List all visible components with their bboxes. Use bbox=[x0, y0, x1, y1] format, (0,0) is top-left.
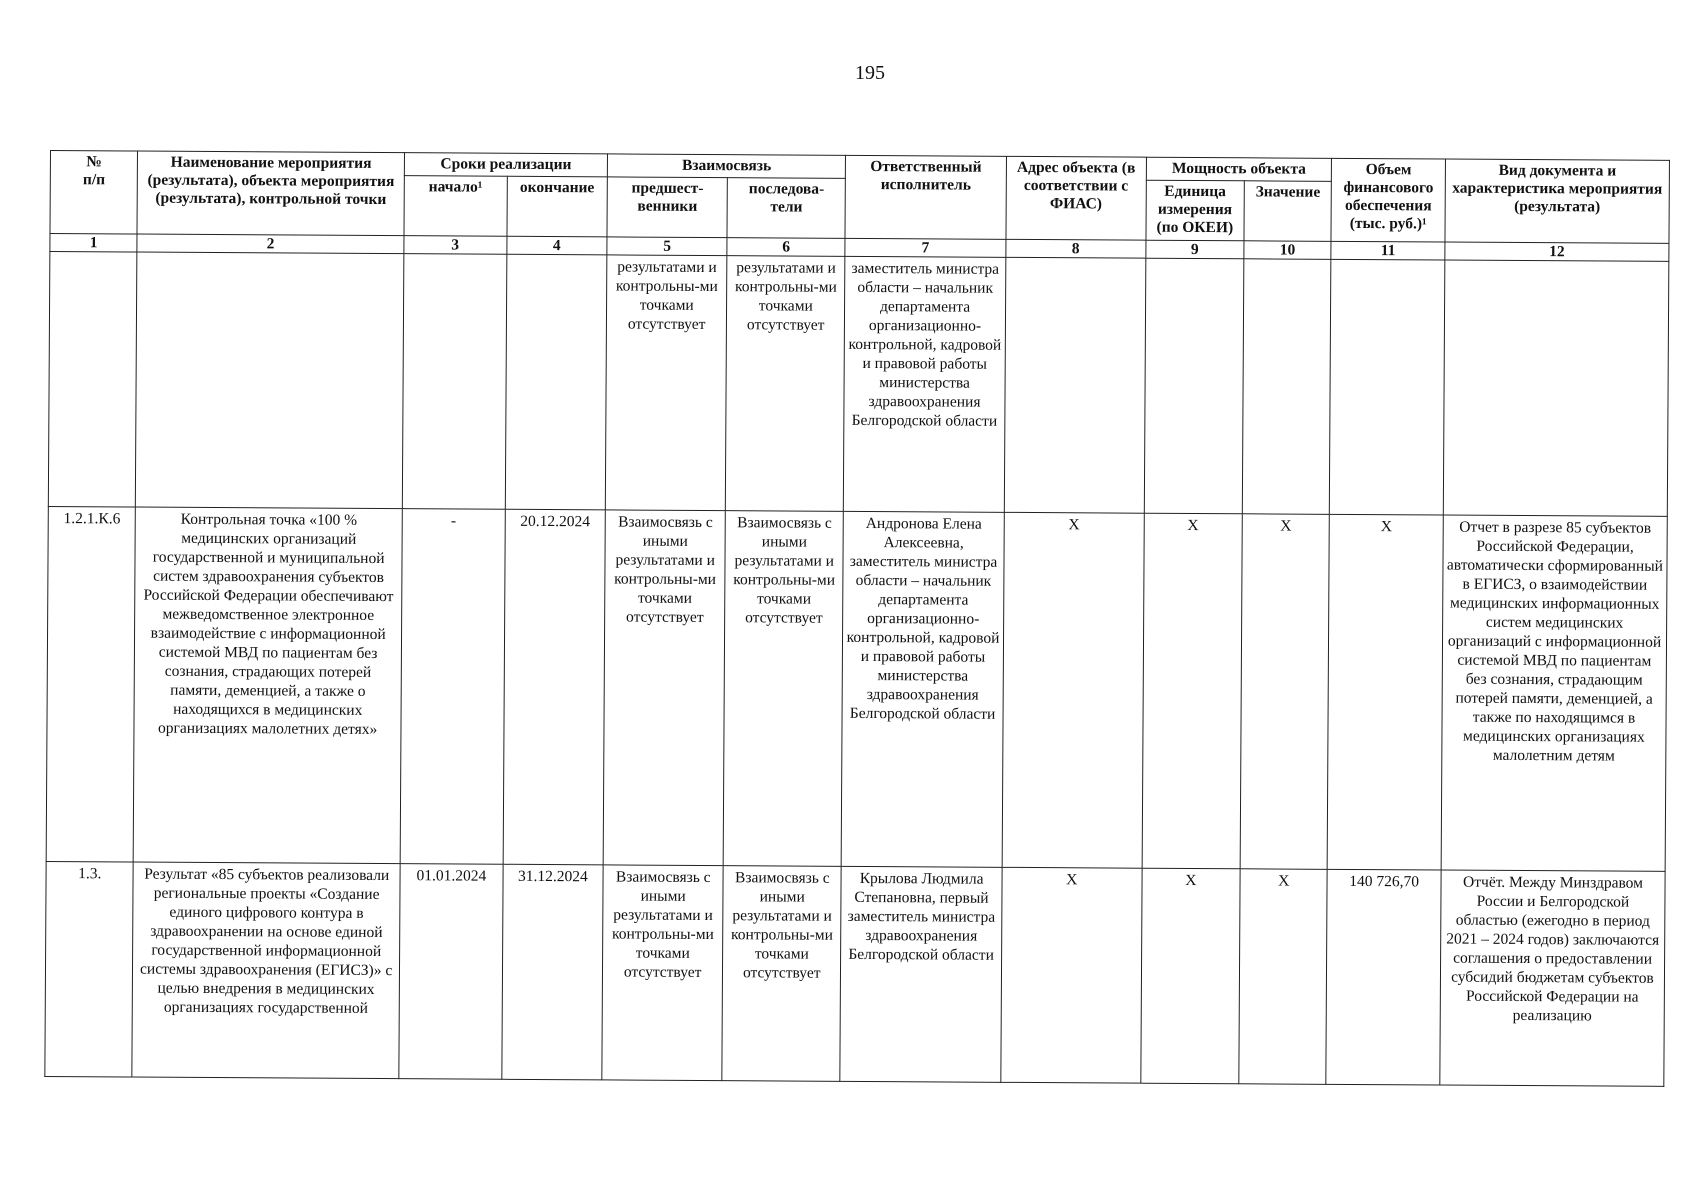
row-address bbox=[1004, 257, 1145, 513]
row-start: 01.01.2024 bbox=[399, 864, 503, 1080]
row-value bbox=[1242, 259, 1331, 515]
col-number: 8 bbox=[1006, 239, 1146, 258]
row-number: 1.3. bbox=[45, 861, 134, 1077]
plan-table bbox=[44, 150, 1670, 1087]
header-col-5-6: Взаимосвязь bbox=[607, 154, 845, 178]
row-end: 31.12.2024 bbox=[501, 864, 603, 1080]
col-number: 6 bbox=[727, 238, 845, 257]
table-row bbox=[46, 506, 1667, 871]
row-end: 20.12.2024 bbox=[503, 509, 606, 865]
col-number: 2 bbox=[137, 234, 404, 254]
row-number: 1.2.1.К.6 bbox=[46, 506, 136, 862]
header-col-2: Наименование мероприятия (результата), объекта мероприятия (результата), контрольной точки bbox=[137, 151, 404, 236]
col-number: 3 bbox=[404, 236, 507, 255]
header-col-9-10: Мощность объекта bbox=[1146, 157, 1332, 181]
header-col-8: Адрес объекта (в соответствии с ФИАС) bbox=[1006, 156, 1146, 240]
col-number: 11 bbox=[1331, 241, 1445, 260]
row-financing: Х bbox=[1327, 514, 1443, 870]
col-number: 5 bbox=[607, 237, 727, 256]
col-number: 1 bbox=[50, 234, 137, 253]
row-name bbox=[136, 252, 404, 509]
header-col-5: предшест- венники bbox=[607, 177, 728, 238]
row-name: Результат «85 субъектов реализовали региональные проекты «Создание единого цифрового контура в здравоохранении на основе единой государственной информационной системы здравоохранения (ЕГИСЗ)» с целью внедрения в медицинских организациях государственной bbox=[132, 862, 400, 1079]
col-number: 12 bbox=[1445, 242, 1669, 261]
row-start bbox=[402, 254, 506, 510]
row-financing bbox=[1330, 259, 1445, 515]
header-col-4: окончание bbox=[507, 176, 608, 237]
header-col-1: № п/п bbox=[50, 151, 138, 235]
row-predecessors: Взаимосвязь с иными результатами и контрольны-ми точками отсутствует bbox=[603, 510, 725, 866]
header-row-1 bbox=[50, 151, 1669, 184]
row-name: Контрольная точка «100 % медицинских организаций государственной и муниципальной систем здравоохранения субъектов Российской Федерации обеспечивают межведомственное электронное взаимодействие с информационной системой МВД по пациентам без сознания, страдающих потерей памяти, деменцией, а также о находящихся в медицинских организациях малолетних детях» bbox=[134, 507, 403, 864]
row-value: Х bbox=[1240, 514, 1330, 870]
table-row bbox=[45, 861, 1665, 1086]
row-document: Отчёт. Между Минздравом России и Белгородской областью (ежегодно в период 2021 – 2024 годов) заключаются соглашения о предоставлении субсидий бюджетам субъектов Российской Федерации на реализацию bbox=[1440, 870, 1665, 1086]
row-value: Х bbox=[1239, 869, 1328, 1085]
header-col-7: Ответственный исполнитель bbox=[845, 155, 1006, 239]
col-number: 10 bbox=[1244, 241, 1331, 260]
row-address: Х bbox=[1001, 867, 1142, 1083]
row-predecessors: результатами и контрольны-ми точками отсутствует bbox=[605, 255, 727, 511]
header-col-3-4: Сроки реализации bbox=[404, 153, 607, 177]
row-unit bbox=[1144, 258, 1244, 514]
row-responsible: Крылова Людмила Степановна, первый заместитель министра здравоохранения Белгородской области bbox=[840, 866, 1002, 1082]
row-unit: Х bbox=[1140, 868, 1240, 1084]
row-document bbox=[1443, 260, 1669, 516]
row-predecessors: Взаимосвязь с иными результатами и контрольны-ми точками отсутствует bbox=[602, 865, 723, 1081]
row-financing: 140 726,70 bbox=[1326, 869, 1441, 1085]
page-number: 195 bbox=[855, 62, 885, 84]
row-responsible: Андронова Елена Алексеевна, заместитель министра области – начальник департамента организационно-контрольной, кадровой и правовой работы министерства здравоохранения Белгородской области bbox=[841, 511, 1004, 867]
header-col-12: Вид документа и характеристика мероприятия (результата) bbox=[1445, 159, 1670, 243]
header-col-3: начало¹ bbox=[404, 176, 507, 237]
table-row bbox=[48, 252, 1669, 517]
row-number bbox=[48, 252, 137, 508]
row-address: Х bbox=[1002, 512, 1144, 868]
header-col-11: Объем финансового обеспечения (тыс. руб.)¹ bbox=[1331, 158, 1445, 242]
col-number: 4 bbox=[506, 236, 607, 255]
col-number: 9 bbox=[1146, 240, 1244, 259]
col-number: 7 bbox=[845, 238, 1006, 257]
row-unit: Х bbox=[1142, 513, 1242, 869]
header-col-6: последова- тели bbox=[727, 178, 845, 239]
row-start: - bbox=[400, 509, 505, 865]
row-end bbox=[505, 254, 607, 510]
header-col-10: Значение bbox=[1244, 181, 1332, 242]
row-successors: Взаимосвязь с иными результатами и контрольны-ми точками отсутствует bbox=[723, 511, 843, 867]
header-col-9: Единица измерения (по ОКЕИ) bbox=[1146, 180, 1245, 241]
row-responsible: заместитель министра области – начальник департамента организационно-контрольной, кадровой и правовой работы министерства здравоохранения Белгородской области bbox=[844, 256, 1006, 512]
row-successors: результатами и контрольны-ми точками отсутствует bbox=[726, 256, 846, 512]
row-document: Отчет в разрезе 85 субъектов Российской Федерации, автоматически сформированный в ЕГИСЗ, о взаимодействии медицинских информационных систем медицинских организаций с информационной системой МВД по пациентам без сознания, страдающим потерей памяти, деменцией, а также по находящимся в медицинских организациях малолетним детям bbox=[1441, 515, 1667, 871]
row-successors: Взаимосвязь с иными результатами и контрольны-ми точками отсутствует bbox=[722, 866, 841, 1082]
